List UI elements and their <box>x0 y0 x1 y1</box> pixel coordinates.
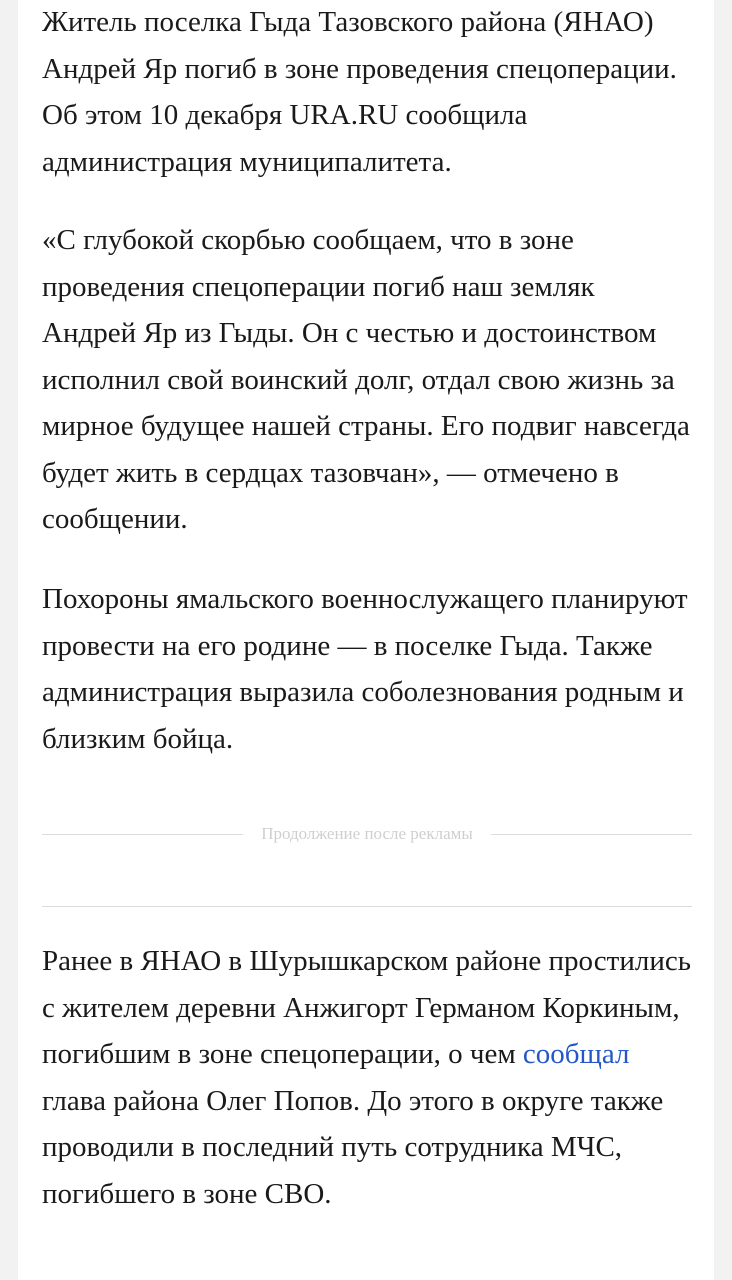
article-paragraph-4 <box>42 938 692 1217</box>
paragraph-4-text-before: Ранее в ЯНАО в Шурышкарском районе простились с жителем деревни Анжигорт Германом Коркиным, погибшим в зоне спецоперации, о чем <box>42 945 691 1070</box>
ad-separator-line-right <box>491 834 692 835</box>
ad-separator-line-left <box>42 834 243 835</box>
article-page <box>18 0 714 1280</box>
article-paragraph-quote: «С глубокой скорбью сообщаем, что в зоне проведения спецоперации погиб наш земляк Андрей Яр из Гыды. Он с честью и достоинством исполнил свой воинский долг, отдал свою жизнь за мирное будущее нашей страны. Его подвиг навсегда будет жить в сердцах тазовчан», — отмечено в сообщении. <box>42 224 690 535</box>
article-paragraph-3: Похороны ямальского военнослужащего планируют провести на его родине — в поселке Гыда. Также администрация выразила соболезнования родным и близким бойца. <box>42 583 688 755</box>
ad-separator <box>42 822 692 846</box>
ad-bottom-divider <box>42 906 692 907</box>
paragraph-4-text-after: глава района Олег Попов. До этого в округе также проводили в последний путь сотрудника МЧС, погибшего в зоне СВО. <box>42 1084 664 1210</box>
article-paragraph-1: Житель поселка Гыда Тазовского района (ЯНАО) Андрей Яр погиб в зоне проведения спецоперации. Об этом 10 декабря URA.RU сообщила администрация муниципалитета. <box>42 6 677 178</box>
source-link[interactable]: сообщал <box>522 1038 630 1070</box>
ad-separator-label: Продолжение после рекламы <box>261 824 473 843</box>
